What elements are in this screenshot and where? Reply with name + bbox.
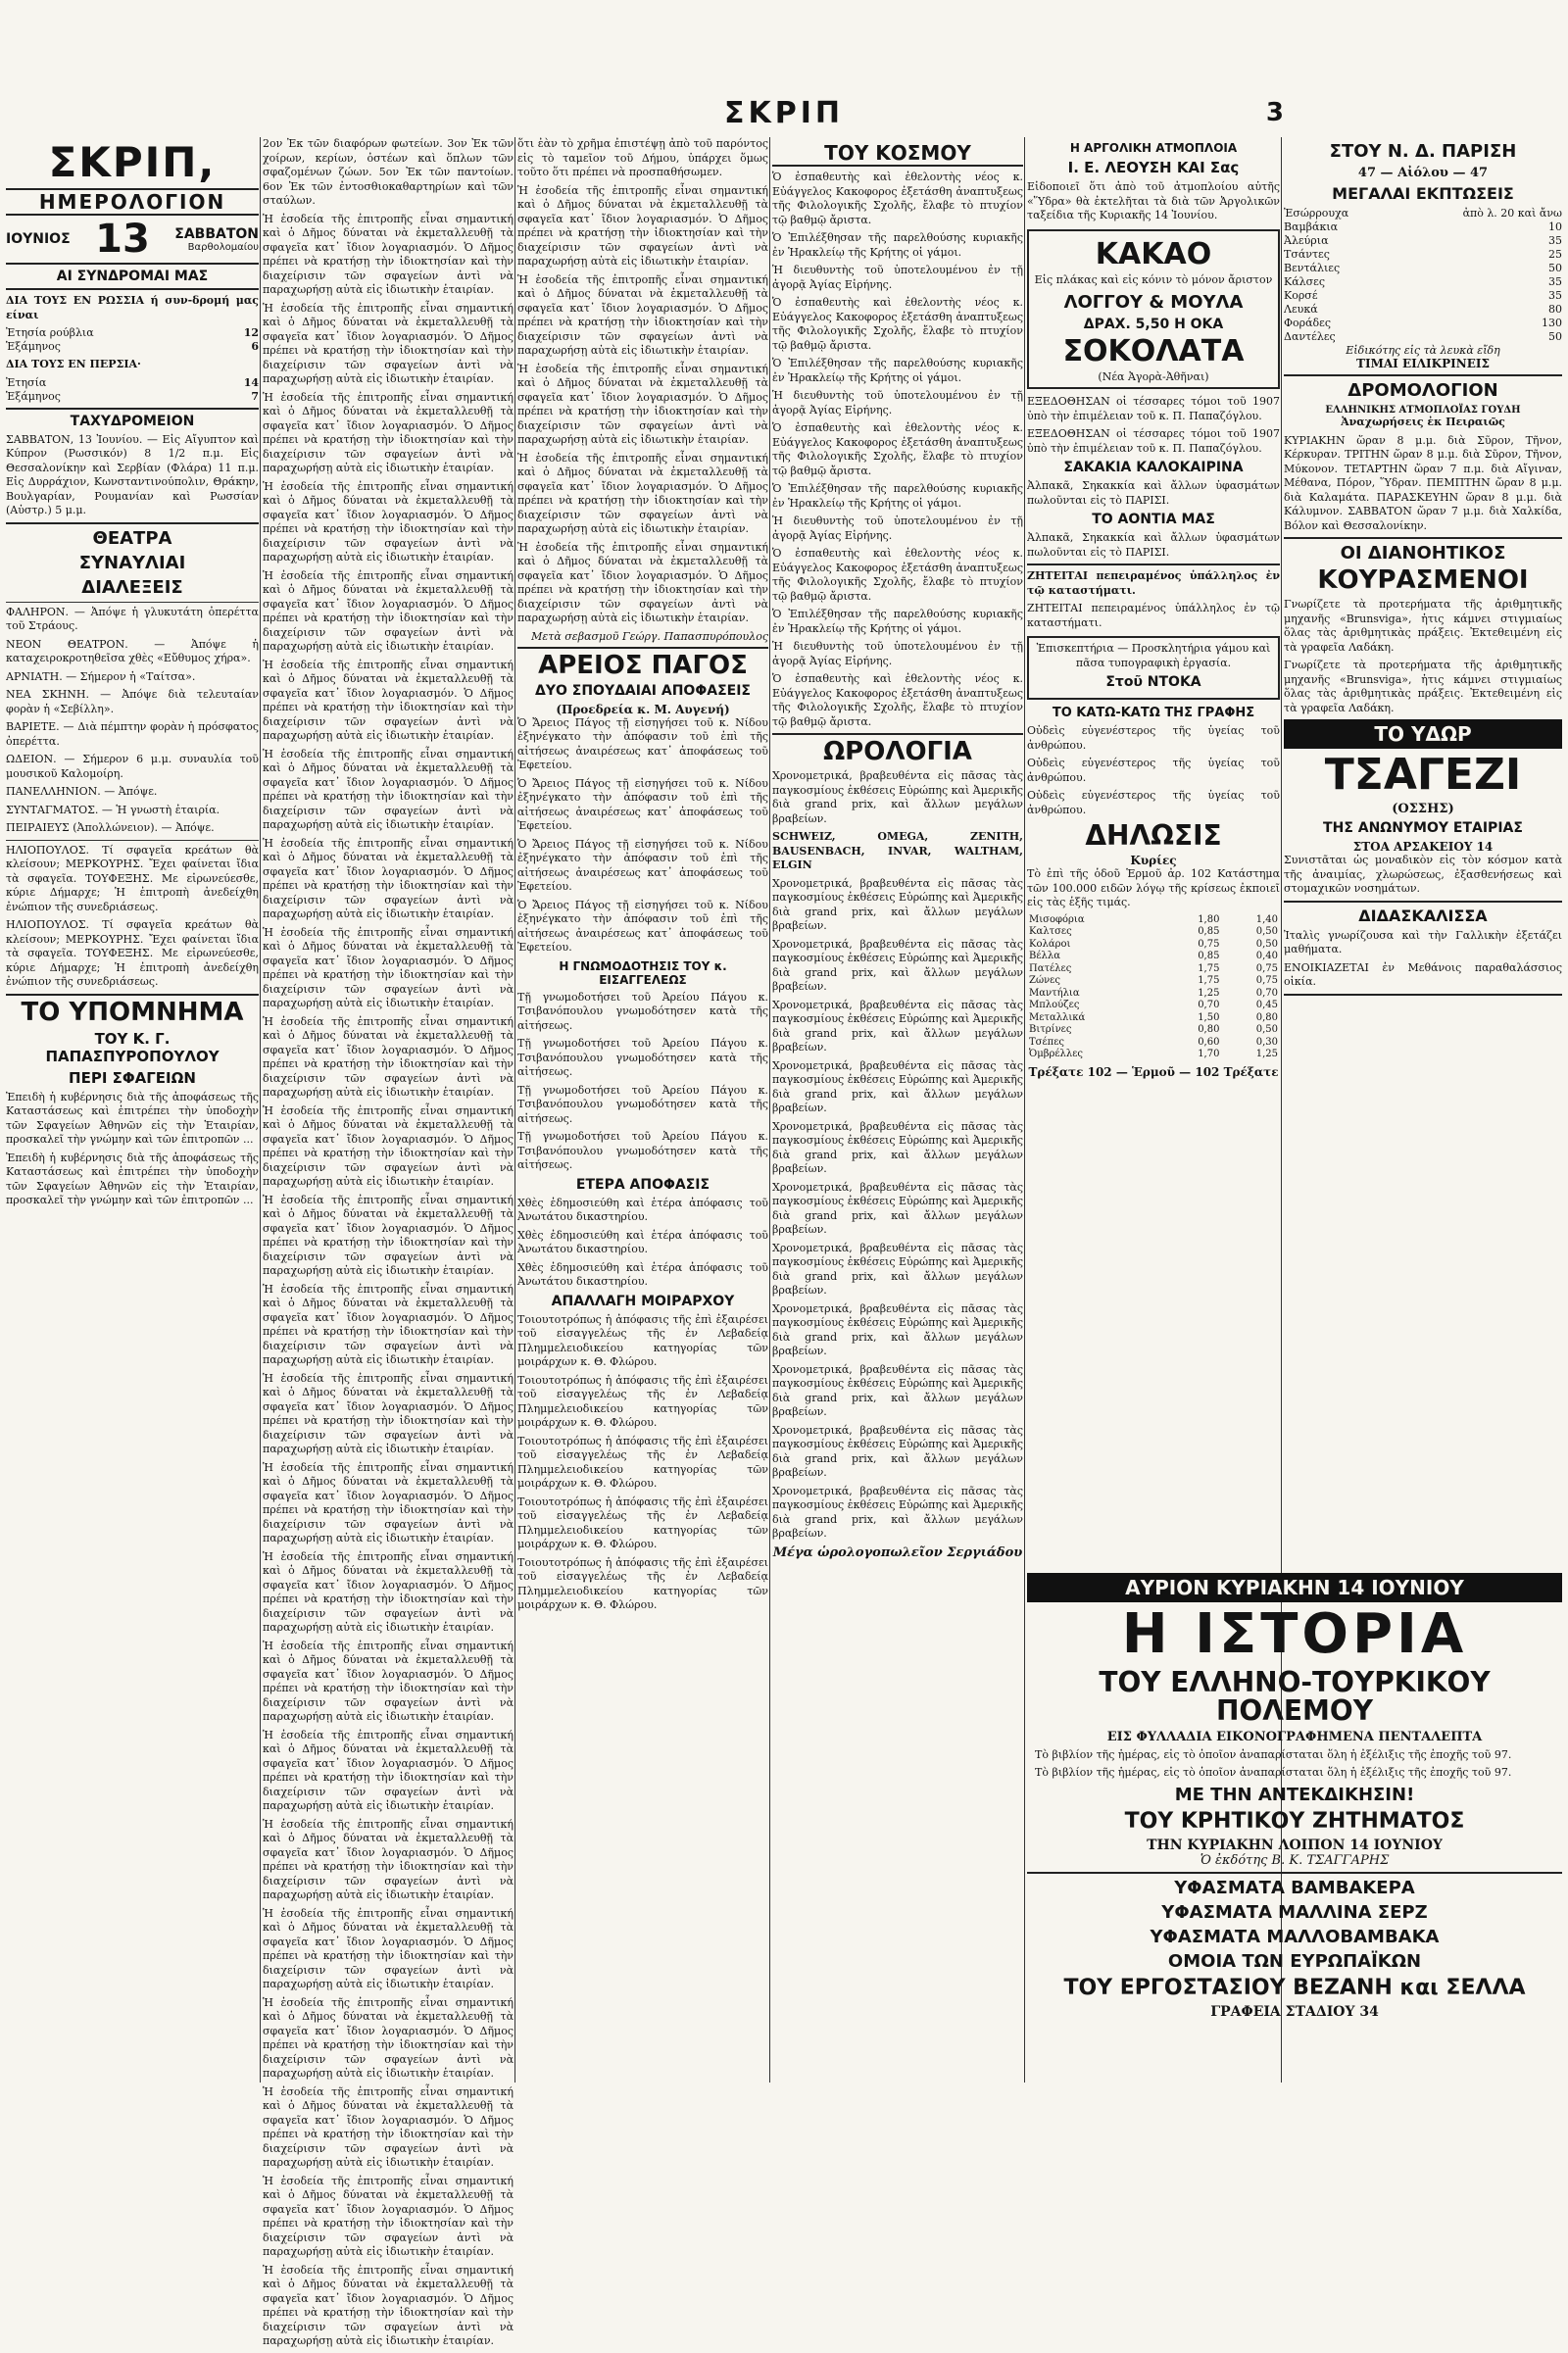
article-text: Ἡ ἐσοδεία τῆς ἐπιτροπῆς εἶναι σημαντική καὶ ὁ Δῆμος δύναται νὰ ἐκμεταλλευθῇ τὰ σφαγεῖα κατ᾽ ἴδιον λογαριασμόν. Ὁ Δῆμος πρέπει νὰ κρατήσῃ τὴν ἰδιοκτησίαν καὶ τὴν διαχείρισιν τῶν σφαγείων ἀντὶ νὰ παραχωρήσῃ αὐτὰ εἰς ἰδιωτικὴν ἑταιρίαν. bbox=[263, 1728, 514, 1812]
tsagezi-title: ΤΣΑΓΕΖΙ bbox=[1324, 750, 1522, 801]
kosmou-text: Ὁ ἐσπαθευτὴς καὶ ἐθελοντὴς νέος κ. Εὐάγγελος Κακοφορος ἐξετάσθη ἀναπτυξεως τῆς Φιλολογικῆς Σχολῆς, ἔλαβε τὸ πτυχίον τῷ βαθμῷ ἄριστα. bbox=[772, 296, 1023, 352]
apallagi-text: Τοιουτοτρόπως ἡ ἀπόφασις τῆς ἐπὶ ἐξαιρέσει τοῦ εἰσαγγελέως τῆς ἐν Λεβαδείᾳ Πλημμελειοδικείου κατηγορίας τῶν μοιράρχων κ. Θ. Φλώρου. bbox=[517, 1495, 768, 1551]
orologia-footer: Μέγα ὡρολογοπωλεῖον Σεργιάδου bbox=[772, 1544, 1023, 1560]
sokolata-title: ΣΟΚΟΛΑΤΑ bbox=[1062, 333, 1245, 368]
istoria-text: Τὸ βιβλίον τῆς ἡμέρας, εἰς τὸ ὁποῖον ἀναπαρίσταται ὅλη ἡ ἐξέλιξις τῆς ἐποχῆς τοῦ 97. bbox=[1035, 1766, 1512, 1780]
article-text: Ἡ ἐσοδεία τῆς ἐπιτροπῆς εἶναι σημαντική καὶ ὁ Δῆμος δύναται νὰ ἐκμεταλλευθῇ τὰ σφαγεῖα κατ᾽ ἴδιον λογαριασμόν. Ὁ Δῆμος πρέπει νὰ κρατήσῃ τὴν ἰδιοκτησίαν καὶ τὴν διαχείρισιν τῶν σφαγείων ἀντὶ νὰ παραχωρήσῃ αὐτὰ εἰς ἰδιωτικὴν ἑταιρίαν. bbox=[263, 1014, 514, 1099]
theatre-neon: ΝΕΟΝ ΘΕΑΤΡΟΝ. — Ἀπόψε ἡ καταχειροκροτηθεῖσα χθὲς «Εὔθυμος χήρα». bbox=[6, 637, 259, 665]
article-text: Ἡ ἐσοδεία τῆς ἐπιτροπῆς εἶναι σημαντική καὶ ὁ Δῆμος δύναται νὰ ἐκμεταλλευθῇ τὰ σφαγεῖα κατ᾽ ἴδιον λογαριασμόν. Ὁ Δῆμος πρέπει νὰ κρατήσῃ τὴν ἰδιοκτησίαν καὶ τὴν διαχείρισιν τῶν σφαγείων ἀντὶ νὰ παραχωρήσῃ αὐτὰ εἰς ἰδιωτικὴν ἑταιρίαν. bbox=[263, 2084, 514, 2169]
price-row bbox=[1027, 975, 1280, 988]
grafeia-address: ΓΡΑΦΕΙΑ ΣΤΑΔΙΟΥ 34 bbox=[1210, 2003, 1379, 2020]
article-text: Ἡ ἐσοδεία τῆς ἐπιτροπῆς εἶναι σημαντική καὶ ὁ Δῆμος δύναται νὰ ἐκμεταλλευθῇ τὰ σφαγεῖα κατ᾽ ἴδιον λογαριασμόν. Ὁ Δῆμος πρέπει νὰ κρατήσῃ τὴν ἰδιοκτησίαν καὶ τὴν διαχείρισιν τῶν σφαγείων ἀντὶ νὰ παραχωρήσῃ αὐτὰ εἰς ἰδιωτικὴν ἑταιρίαν. bbox=[517, 451, 768, 535]
price-value: 0,80 bbox=[1255, 1011, 1278, 1023]
parisi-address: 47 — Αἰόλου — 47 bbox=[1357, 166, 1489, 180]
price-value: 0,85 bbox=[1198, 926, 1220, 938]
price-item: Μισοφόρια bbox=[1029, 913, 1085, 925]
price-value: 0,75 bbox=[1255, 975, 1278, 987]
price-value: 1,80 bbox=[1198, 913, 1220, 925]
month: ΙΟΥΝΙΟΣ bbox=[6, 231, 71, 248]
dianoitikos-title: ΟΙ ΔΙΑΝΟΗΤΙΚΟΣ bbox=[1340, 543, 1506, 564]
memo-subtitle-2: ΠΕΡΙ ΣΦΑΓΕΙΩΝ bbox=[69, 1068, 196, 1087]
kakao-title: ΚΑΚΑΟ bbox=[1095, 236, 1212, 271]
article-text: Ἡ ἐσοδεία τῆς ἐπιτροπῆς εἶναι σημαντική καὶ ὁ Δῆμος δύναται νὰ ἐκμεταλλευθῇ τὰ σφαγεῖα κατ᾽ ἴδιον λογαριασμόν. Ὁ Δῆμος πρέπει νὰ κρατήσῃ τὴν ἰδιοκτησίαν καὶ τὴν διαχείρισιν τῶν σφαγείων ἀντὶ νὰ παραχωρήσῃ αὐτὰ εἰς ἰδιωτικὴν ἑταιρίαν. bbox=[263, 2263, 514, 2347]
dromologion-intro: Ἀναχωρήσεις ἐκ Πειραιῶς bbox=[1341, 416, 1505, 428]
price-value: 0,75 bbox=[1198, 938, 1220, 950]
theatre-panellinion: ΠΑΝΕΛΛΗΝΙΟΝ. — Ἀπόψε. bbox=[6, 785, 158, 799]
orologia-text: Χρονομετρικά, βραβευθέντα εἰς πᾶσας τὰς παγκοσμίους ἐκθέσεις Εὐρώπης καὶ Ἀμερικῆς διὰ grand prix, καὶ ἄλλων μεγάλων βραβείων. bbox=[772, 1180, 1023, 1237]
article-text: Ἡ ἐσοδεία τῆς ἐπιτροπῆς εἶναι σημαντική καὶ ὁ Δῆμος δύναται νὰ ἐκμεταλλευθῇ τὰ σφαγεῖα κατ᾽ ἴδιον λογαριασμόν. Ὁ Δῆμος πρέπει νὰ κρατήσῃ τὴν ἰδιοκτησίαν καὶ τὴν διαχείρισιν τῶν σφαγείων ἀντὶ νὰ παραχωρήσῃ αὐτὰ εἰς ἰδιωτικὴν ἑταιρίαν. bbox=[263, 836, 514, 920]
price-value: 0,50 bbox=[1255, 938, 1278, 950]
kato-text: Οὐδεὶς εὐγενέστερος τῆς ὑγείας τοῦ ἀνθρώπου. bbox=[1027, 724, 1280, 752]
price-row bbox=[1027, 939, 1280, 952]
price-value: 1,25 bbox=[1198, 987, 1220, 999]
episkep-text: Ἐπισκεπτήρια — Προσκλητήρια γάμου καὶ πᾶσα τυπογραφικὴ ἐργασία. bbox=[1036, 642, 1271, 669]
column-divider bbox=[514, 137, 515, 2083]
subscriptions-title: ΑΙ ΣΥΝΔΡΟΜΑΙ ΜΑΣ bbox=[56, 269, 209, 285]
article-text: Ἡ ἐσοδεία τῆς ἐπιτροπῆς εἶναι σημαντική καὶ ὁ Δῆμος δύναται νὰ ἐκμεταλλευθῇ τὰ σφαγεῖα κατ᾽ ἴδιον λογαριασμόν. Ὁ Δῆμος πρέπει νὰ κρατήσῃ τὴν ἰδιοκτησίαν καὶ τὴν διαχείρισιν τῶν σφαγείων ἀντὶ νὰ παραχωρήσῃ αὐτὰ εἰς ἰδιωτικὴν ἑταιρίαν. bbox=[263, 1460, 514, 1544]
kritikou-sub: ΤΗΝ ΚΥΡΙΑΚΗΝ ΛΟΙΠΟΝ 14 ΙΟΥΝΙΟΥ bbox=[1147, 1837, 1443, 1853]
price-value: 0,40 bbox=[1255, 951, 1278, 962]
price-value: 0,45 bbox=[1255, 1000, 1278, 1011]
price-item: Καλτσες bbox=[1029, 926, 1072, 938]
price-row bbox=[1027, 988, 1280, 1001]
orologia-text: Χρονομετρικά, βραβευθέντα εἰς πᾶσας τὰς παγκοσμίους ἐκθέσεις Εὐρώπης καὶ Ἀμερικῆς διὰ grand prix, καὶ ἄλλων μεγάλων βραβείων. bbox=[772, 1301, 1023, 1358]
article-text: Ἡ ἐσοδεία τῆς ἐπιτροπῆς εἶναι σημαντική καὶ ὁ Δῆμος δύναται νὰ ἐκμεταλλευθῇ τὰ σφαγεῖα κατ᾽ ἴδιον λογαριασμόν. Ὁ Δῆμος πρέπει νὰ κρατήσῃ τὴν ἰδιοκτησίαν καὶ τὴν διαχείρισιν τῶν σφαγείων ἀντὶ νὰ παραχωρήσῃ αὐτὰ εἰς ἰδιωτικὴν ἑταιρίαν. bbox=[263, 301, 514, 385]
dilosis-sub: Κυρίες bbox=[1130, 854, 1177, 868]
areios-title: ΑΡΕΙΟΣ ΠΑΓΟΣ bbox=[538, 650, 748, 680]
price-value: 1,75 bbox=[1198, 975, 1220, 987]
sales-item: Κάλσες 35 bbox=[1284, 275, 1562, 288]
sakakia-text: Ἀλπακᾶ, Σηκακκία καὶ ἄλλων ὑφασμάτων πωλοῦνται εἰς τὸ ΠΑΡΙΣΙ. bbox=[1027, 479, 1280, 507]
article-text: ὅτι ἐὰν τὸ χρῆμα ἐπιστέψῃ ἀπὸ τοῦ παρόντος εἰς τὸ ταμεῖον τοῦ Δήμου, ὑπάρχει ὅμως τοῦτο ὅτι πρέπει νὰ προσπαθήσωμεν. bbox=[517, 137, 768, 178]
kosmou-text: Ὁ ἐσπαθευτὴς καὶ ἐθελοντὴς νέος κ. Εὐάγγελος Κακοφορος ἐξετάσθη ἀναπτυξεως τῆς Φιλολογικῆς Σχολῆς, ἔλαβε τὸ πτυχίον τῷ βαθμῷ ἄριστα. bbox=[772, 421, 1023, 477]
lectures-title: ΔΙΑΛΕΞΕΙΣ bbox=[81, 576, 183, 598]
gnomodotisis-title: Η ΓΝΩΜΟΔΟΤΗΣΙΣ ΤΟΥ κ. ΕΙΣΑΓΓΕΛΕΩΣ bbox=[559, 958, 727, 987]
saint-name: Βαρθολομαίου bbox=[187, 241, 259, 253]
post-title: ΤΑΧΥΔΡΟΜΕΙΟΝ bbox=[70, 413, 195, 429]
gnomodotisis-text: Τῇ γνωμοδοτήσει τοῦ Ἀρείου Πάγου κ. Τσιβανόπουλου γνωμοδότησεν κατὰ τῆς αἰτήσεως. bbox=[517, 1083, 768, 1125]
tsagezi-address: ΣΤΟΑ ΑΡΣΑΚΕΙΟΥ 14 bbox=[1352, 840, 1494, 855]
council-dialogue: ΗΛΙΟΠΟΥΛΟΣ. Τί σφαγεῖα κρεάτων θὰ κλείσουν; ΜΕΡΚΟΥΡΗΣ. Ἔχει φαίνεται ἴδια τὰ σφαγεῖα. ΤΟΥΦΕΞΗΣ. Με εἰρωνεύεσθε, κύριε Δήμαρχε; Ἡ ἐπιτροπὴ ἀνεδείχθη ἐνώπιον τῆς συνεδριάσεως. bbox=[6, 843, 259, 913]
kosmou-title: ΤΟΥ ΚΟΣΜΟΥ bbox=[772, 141, 1023, 167]
sales-item: Κορσέ 35 bbox=[1284, 289, 1562, 302]
calendar-title: ΣΚΡΙΠ, bbox=[48, 138, 217, 186]
ntoka-title: Στοῦ ΝΤΟΚΑ bbox=[1105, 674, 1201, 690]
price-value: 0,50 bbox=[1255, 926, 1278, 938]
tsagezi-text: Συνιστᾶται ὡς μοναδικὸν εἰς τὸν κόσμον κατὰ τῆς ἀναιμίας, χλωρώσεως, ἐξασθενήσεως καὶ στομαχικῶν νοσημάτων. bbox=[1284, 854, 1562, 896]
price-item: Τσέπες bbox=[1029, 1036, 1065, 1048]
exedothisan-text: ΕΞΕΔΟΘΗΣΑΝ οἱ τέσσαρες τόμοι τοῦ 1907 ὑπὸ τὴν ἐπιμέλειαν τοῦ κ. Π. Παπαζόγλου. bbox=[1027, 427, 1280, 455]
etera-title: ΕΤΕΡΑ ΑΠΟΦΑΣΙΣ bbox=[575, 1176, 710, 1193]
price-value: 0,50 bbox=[1255, 1024, 1278, 1036]
subscription-row: Ἑξάμηνος 7 bbox=[6, 389, 259, 403]
memo-text: Ἐπειδὴ ἡ κυβέρνησις διὰ τῆς ἀποφάσεως τῆς Καταστάσεως καὶ ἐπιτρέπει τὴν ὑποδοχὴν τῶν Σφαγείων Ἀθηνῶν εἰς τὴν Ἑταιρίαν, προσκαλεῖ τὴν γνώμην καὶ τῶν ἐπιτροπῶν ... bbox=[6, 1151, 259, 1207]
ydor-banner: ΤΟ ΥΔΩΡ bbox=[1284, 719, 1562, 749]
yfasmata-line: ΥΦΑΣΜΑΤΑ ΜΑΛΛΟΒΑΜΒΑΚΑ bbox=[1150, 1926, 1440, 1947]
sokolata-sub: (Νέα Ἀγορὰ-Ἀθῆναι) bbox=[1098, 370, 1209, 383]
zitei-text: ΖΗΤΕΙΤΑΙ πεπειραμένος ὑπάλληλος ἐν τῷ καταστήματι. bbox=[1027, 602, 1280, 629]
tonia-title: ΤΟ ΑΟΝΤΙΑ ΜΑΣ bbox=[1092, 512, 1215, 527]
sales-item: Τσάντες 25 bbox=[1284, 248, 1562, 261]
dromologion-title: ΔΡΟΜΟΛΟΓΙΟΝ bbox=[1348, 380, 1498, 401]
istoria-ad bbox=[1027, 1573, 1562, 2078]
apallagi-title: ΑΠΑΛΛΑΓΗ ΜΟΙΡΑΡΧΟΥ bbox=[551, 1293, 735, 1309]
orologia-title: ΩΡΟΛΟΓΙΑ bbox=[823, 737, 972, 766]
apallagi-text: Τοιουτοτρόπως ἡ ἀπόφασις τῆς ἐπὶ ἐξαιρέσει τοῦ εἰσαγγελέως τῆς ἐν Λεβαδείᾳ Πλημμελειοδικείου κατηγορίας τῶν μοιράρχων κ. Θ. Φλώρου. bbox=[517, 1434, 768, 1491]
column-divider bbox=[260, 137, 261, 2083]
kakao-sub: Εἰς πλάκας καὶ εἰς κόνιν τὸ μόνον ἄριστον bbox=[1034, 273, 1273, 286]
article-text: Ἡ ἐσοδεία τῆς ἐπιτροπῆς εἶναι σημαντική καὶ ὁ Δῆμος δύναται νὰ ἐκμεταλλευθῇ τὰ σφαγεῖα κατ᾽ ἴδιον λογαριασμόν. Ὁ Δῆμος πρέπει νὰ κρατήσῃ τὴν ἰδιοκτησίαν καὶ τὴν διαχείρισιν τῶν σφαγείων ἀντὶ νὰ παραχωρήσῃ αὐτὰ εἰς ἰδιωτικὴν ἑταιρίαν. bbox=[263, 1906, 514, 1990]
gnomodotisis-text: Τῇ γνωμοδοτήσει τοῦ Ἀρείου Πάγου κ. Τσιβανόπουλου γνωμοδότησεν κατὰ τῆς αἰτήσεως. bbox=[517, 1130, 768, 1172]
episkep-ad bbox=[1027, 636, 1280, 700]
sales-item: Βαμβάκια 10 bbox=[1284, 221, 1562, 233]
orologia-text: Χρονομετρικά, βραβευθέντα εἰς πᾶσας τὰς παγκοσμίους ἐκθέσεις Εὐρώπης καὶ Ἀμερικῆς διὰ grand prix, καὶ ἄλλων μεγάλων βραβείων. bbox=[772, 1362, 1023, 1419]
etera-text: Χθὲς ἐδημοσιεύθη καὶ ἑτέρα ἀπόφασις τοῦ Ἀνωτάτου δικαστηρίου. bbox=[517, 1196, 768, 1224]
article-text: Ἡ ἐσοδεία τῆς ἐπιτροπῆς εἶναι σημαντική καὶ ὁ Δῆμος δύναται νὰ ἐκμεταλλευθῇ τὰ σφαγεῖα κατ᾽ ἴδιον λογαριασμόν. Ὁ Δῆμος πρέπει νὰ κρατήσῃ τὴν ἰδιοκτησίαν καὶ τὴν διαχείρισιν τῶν σφαγείων ἀντὶ νὰ παραχωρήσῃ αὐτὰ εἰς ἰδιωτικὴν ἑταιρίαν. bbox=[263, 658, 514, 742]
column-6 bbox=[1284, 137, 1562, 1000]
price-item: Βιτρίνες bbox=[1029, 1024, 1072, 1036]
memo-subtitle: ΤΟΥ Κ. Γ. ΠΑΠΑΣΠΥΡΟΠΟΥΛΟΥ bbox=[45, 1029, 220, 1065]
column-divider bbox=[1024, 137, 1025, 2083]
areios-text: Ὁ Ἄρειος Πάγος τῇ εἰσηγήσει τοῦ κ. Νίδου ἐξηνέγκατο τὴν ἀπόφασιν τοῦ ἐπὶ τῆς αἰτήσεως ἀναιρέσεως κατ᾽ ἀποφάσεως τοῦ Ἐφετείου. bbox=[517, 715, 768, 772]
price-item: Μαντήλια bbox=[1029, 987, 1080, 999]
weekday: ΣΑΒΒΑΤΟΝ bbox=[174, 225, 259, 242]
column-2 bbox=[263, 137, 514, 2353]
vezani-title: ΤΟΥ ΕΡΓΟΣΤΑΣΙΟΥ ΒΕΖΑΝΗ και ΣΕΛΛΑ bbox=[1063, 1975, 1526, 2000]
dianoitikos-text: Γνωρίζετε τὰ προτερήματα τῆς ἀριθμητικῆς μηχανῆς «Brunsviga», ἡτις κάμνει στιγμιαίως ὅλας τὰς ἀριθμητικὰς πράξεις. Ἐκτεθειμένη εἰς τὰ γραφεῖα Λαδάκη. bbox=[1284, 659, 1562, 714]
theatre-faliron: ΦΑΛΗΡΟΝ. — Ἀπόψε ἡ γλυκυτάτη ὀπερέττα τοῦ Στράους. bbox=[6, 605, 259, 633]
kosmou-text: Ὁ Ἐπιλέξθησαν τῆς παρελθούσης κυριακῆς ἐν Ἡρακλείῳ τῆς Κρήτης οἱ γάμοι. bbox=[772, 608, 1023, 635]
orologia-text: Χρονομετρικά, βραβευθέντα εἰς πᾶσας τὰς παγκοσμίους ἐκθέσεις Εὐρώπης καὶ Ἀμερικῆς διὰ grand prix, καὶ ἄλλων μεγάλων βραβείων. bbox=[772, 1241, 1023, 1298]
kosmou-text: Ἡ διευθυντὴς τοῦ ὑποτελουμένου ἐν τῇ ἀγορᾷ Ἀγίας Εἰρήνης. bbox=[772, 640, 1023, 667]
kosmou-text: Ὁ Ἐπιλέξθησαν τῆς παρελθούσης κυριακῆς ἐν Ἡρακλείῳ τῆς Κρήτης οἱ γάμοι. bbox=[772, 482, 1023, 510]
kosmou-text: Ἡ διευθυντὴς τοῦ ὑποτελουμένου ἐν τῇ ἀγορᾷ Ἀγίας Εἰρήνης. bbox=[772, 389, 1023, 417]
article-text: Ἡ ἐσοδεία τῆς ἐπιτροπῆς εἶναι σημαντική καὶ ὁ Δῆμος δύναται νὰ ἐκμεταλλευθῇ τὰ σφαγεῖα κατ᾽ ἴδιον λογαριασμόν. Ὁ Δῆμος πρέπει νὰ κρατήσῃ τὴν ἰδιοκτησίαν καὶ τὴν διαχείρισιν τῶν σφαγείων ἀντὶ νὰ παραχωρήσῃ αὐτὰ εἰς ἰδιωτικὴν ἑταιρίαν. bbox=[263, 568, 514, 653]
sales-note-2: ΤΙΜΑΙ ΕΙΛΙΚΡΙΝΕΙΣ bbox=[1356, 357, 1490, 370]
price-row bbox=[1027, 1000, 1280, 1012]
calendar-subtitle: ΗΜΕΡΟΛΟΓΙΟΝ bbox=[6, 188, 259, 216]
price-value: 0,30 bbox=[1255, 1036, 1278, 1048]
article-text: Ἡ ἐσοδεία τῆς ἐπιτροπῆς εἶναι σημαντική καὶ ὁ Δῆμος δύναται νὰ ἐκμεταλλευθῇ τὰ σφαγεῖα κατ᾽ ἴδιον λογαριασμόν. Ὁ Δῆμος πρέπει νὰ κρατήσῃ τὴν ἰδιοκτησίαν καὶ τὴν διαχείρισιν τῶν σφαγείων ἀντὶ νὰ παραχωρήσῃ αὐτὰ εἰς ἰδιωτικὴν ἑταιρίαν. bbox=[263, 479, 514, 564]
gnomodotisis-text: Τῇ γνωμοδοτήσει τοῦ Ἀρείου Πάγου κ. Τσιβανόπουλου γνωμοδότησεν κατὰ τῆς αἰτήσεως. bbox=[517, 990, 768, 1032]
yfasmata-line: ΥΦΑΣΜΑΤΑ ΒΑΜΒΑΚΕΡΑ bbox=[1174, 1877, 1415, 1898]
avrion-banner: ΑΥΡΙΟΝ ΚΥΡΙΑΚΗΝ 14 ΙΟΥΝΙΟΥ bbox=[1027, 1573, 1562, 1602]
sales-item: Ἐσώρρουχα ἀπὸ λ. 20 καὶ ἄνω bbox=[1284, 207, 1562, 220]
price-value: 0,85 bbox=[1198, 951, 1220, 962]
concerts-title: ΣΥΝΑΥΛΙΑΙ bbox=[78, 552, 186, 573]
theatre-arniti: ΑΡΝΙΑΤΗ. — Σήμερον ἡ «Ταίτσα». bbox=[6, 669, 196, 683]
apallagi-text: Τοιουτοτρόπως ἡ ἀπόφασις τῆς ἐπὶ ἐξαιρέσει τοῦ εἰσαγγελέως τῆς ἐν Λεβαδείᾳ Πλημμελειοδικείου κατηγορίας τῶν μοιράρχων κ. Θ. Φλώρου. bbox=[517, 1312, 768, 1369]
price-row bbox=[1027, 1024, 1280, 1037]
orologia-text: Χρονομετρικά, βραβευθέντα εἰς πᾶσας τὰς παγκοσμίους ἐκθέσεις Εὐρώπης καὶ Ἀμερικῆς διὰ grand prix, καὶ ἄλλων μεγάλων βραβείων. bbox=[772, 876, 1023, 933]
kosmou-text: Ὁ ἐσπαθευτὴς καὶ ἐθελοντὴς νέος κ. Εὐάγγελος Κακοφορος ἐξετάσθη ἀναπτυξεως τῆς Φιλολογικῆς Σχολῆς, ἔλαβε τὸ πτυχίον τῷ βαθμῷ ἄριστα. bbox=[772, 547, 1023, 603]
dromologion-sub: ΕΛΛΗΝΙΚΗΣ ΑΤΜΟΠΛΟΪΑΣ ΓΟΥΔΗ bbox=[1325, 405, 1521, 416]
kosmou-text: Ὁ ἐσπαθευτὴς καὶ ἐθελοντὴς νέος κ. Εὐάγγελος Κακοφορος ἐξετάσθη ἀναπτυξεως τῆς Φιλολογικῆς Σχολῆς, ἔλαβε τὸ πτυχίον τῷ βαθμῷ ἄριστα. bbox=[772, 171, 1023, 226]
kosmou-text: Ὁ Ἐπιλέξθησαν τῆς παρελθούσης κυριακῆς ἐν Ἡρακλείῳ τῆς Κρήτης οἱ γάμοι. bbox=[772, 231, 1023, 259]
price-table bbox=[1027, 914, 1280, 1061]
day-number: 13 bbox=[95, 217, 150, 263]
gnomodotisis-text: Τῇ γνωμοδοτήσει τοῦ Ἀρείου Πάγου κ. Τσιβανόπουλου γνωμοδότησεν κατὰ τῆς αἰτήσεως. bbox=[517, 1037, 768, 1079]
sakakia-title: ΣΑΚΑΚΙΑ ΚΑΛΟΚΑΙΡΙΝΑ bbox=[1063, 460, 1244, 475]
istoria-subtitle: ΤΟΥ ΕΛΛΗΝΟ-ΤΟΥΡΚΙΚΟΥ ΠΟΛΕΜΟΥ bbox=[1099, 1665, 1491, 1728]
article-text: Ἡ ἐσοδεία τῆς ἐπιτροπῆς εἶναι σημαντική καὶ ὁ Δῆμος δύναται νὰ ἐκμεταλλευθῇ τὰ σφαγεῖα κατ᾽ ἴδιον λογαριασμόν. Ὁ Δῆμος πρέπει νὰ κρατήσῃ τὴν ἰδιοκτησίαν καὶ τὴν διαχείρισιν τῶν σφαγείων ἀντὶ νὰ παραχωρήσῃ αὐτὰ εἰς ἰδιωτικὴν ἑταιρίαν. bbox=[517, 272, 768, 357]
masthead: ΣΚΡΙΠ bbox=[724, 96, 844, 130]
kato-text: Οὐδεὶς εὐγενέστερος τῆς ὑγείας τοῦ ἀνθρώπου. bbox=[1027, 757, 1280, 784]
sales-note: Εἰδικότης εἰς τὰ λευκὰ εἴδη bbox=[1346, 344, 1500, 357]
theatre-peiraios: ΠΕΙΡΑΙΕΥΣ (Ἀπολλώνειον). — Ἀπόψε. bbox=[6, 821, 215, 835]
article-text: Ἡ ἐσοδεία τῆς ἐπιτροπῆς εἶναι σημαντική καὶ ὁ Δῆμος δύναται νὰ ἐκμεταλλευθῇ τὰ σφαγεῖα κατ᾽ ἴδιον λογαριασμόν. Ὁ Δῆμος πρέπει νὰ κρατήσῃ τὴν ἰδιοκτησίαν καὶ τὴν διαχείρισιν τῶν σφαγείων ἀντὶ νὰ παραχωρήσῃ αὐτὰ εἰς ἰδιωτικὴν ἑταιρίαν. bbox=[263, 1371, 514, 1455]
price-row bbox=[1027, 1049, 1280, 1061]
theatre-variete: ΒΑΡΙΕΤΕ. — Διὰ πέμπτην φορὰν ἡ πρόσφατος ὀπερέττα. bbox=[6, 720, 259, 748]
russia-title: ΔΙΑ ΤΟΥΣ ΕΝ ΡΩΣΣΙΑ ή συν-δρομή μας είναι bbox=[6, 294, 259, 321]
council-dialogue: ΗΛΙΟΠΟΥΛΟΣ. Τί σφαγεῖα κρεάτων θὰ κλείσουν; ΜΕΡΚΟΥΡΗΣ. Ἔχει φαίνεται ἴδια τὰ σφαγεῖα. ΤΟΥΦΕΞΗΣ. Με εἰρωνεύεσθε, κύριε Δήμαρχε; Ἡ ἐπιτροπὴ ἀνεδείχθη ἐνώπιον τῆς συνεδριάσεως. bbox=[6, 918, 259, 989]
article-text: Ἡ ἐσοδεία τῆς ἐπιτροπῆς εἶναι σημαντική καὶ ὁ Δῆμος δύναται νὰ ἐκμεταλλευθῇ τὰ σφαγεῖα κατ᾽ ἴδιον λογαριασμόν. Ὁ Δῆμος πρέπει νὰ κρατήσῃ τὴν ἰδιοκτησίαν καὶ τὴν διαχείρισιν τῶν σφαγείων ἀντὶ νὰ παραχωρήσῃ αὐτὰ εἰς ἰδιωτικὴν ἑταιρίαν. bbox=[263, 1193, 514, 1277]
kato-text: Οὐδεὶς εὐγενέστερος τῆς ὑγείας τοῦ ἀνθρώπου. bbox=[1027, 789, 1280, 816]
yfasmata-line: ΟΜΟΙΑ ΤΩΝ ΕΥΡΩΠΑΪΚΩΝ bbox=[1167, 1950, 1422, 1972]
price-footer: Τρέξατε 102 — Ἑρμοῦ — 102 Τρέξατε bbox=[1028, 1064, 1279, 1079]
price-item: Μεταλλικά bbox=[1029, 1011, 1086, 1023]
price-item: Βέλλα bbox=[1029, 951, 1060, 962]
theatre-title: ΘΕΑΤΡΑ bbox=[92, 527, 172, 549]
price-row bbox=[1027, 1037, 1280, 1050]
price-value: 1,40 bbox=[1255, 913, 1278, 925]
article-text: Ἡ ἐσοδεία τῆς ἐπιτροπῆς εἶναι σημαντική καὶ ὁ Δῆμος δύναται νὰ ἐκμεταλλευθῇ τὰ σφαγεῖα κατ᾽ ἴδιον λογαριασμόν. Ὁ Δῆμος πρέπει νὰ κρατήσῃ τὴν ἰδιοκτησίαν καὶ τὴν διαχείρισιν τῶν σφαγείων ἀντὶ νὰ παραχωρήσῃ αὐτὰ εἰς ἰδιωτικὴν ἑταιρίαν. bbox=[517, 183, 768, 268]
column-divider bbox=[769, 137, 770, 2083]
apallagi-text: Τοιουτοτρόπως ἡ ἀπόφασις τῆς ἐπὶ ἐξαιρέσει τοῦ εἰσαγγελέως τῆς ἐν Λεβαδείᾳ Πλημμελειοδικείου κατηγορίας τῶν μοιράρχων κ. Θ. Φλώρου. bbox=[517, 1555, 768, 1612]
kritikou-title: ΤΟΥ ΚΡΗΤΙΚΟΥ ΖΗΤΗΜΑΤΟΣ bbox=[1124, 1808, 1465, 1834]
orologia-brands: SCHWEIZ, OMEGA, ZENITH, BAUSENBACH, INVAR, WALTHAM, ELGIN bbox=[772, 830, 1023, 872]
areios-text: Ὁ Ἄρειος Πάγος τῇ εἰσηγήσει τοῦ κ. Νίδου ἐξηνέγκατο τὴν ἀπόφασιν τοῦ ἐπὶ τῆς αἰτήσεως ἀναιρέσεως κατ᾽ ἀποφάσεως τοῦ Ἐφετείου. bbox=[517, 898, 768, 955]
price-row bbox=[1027, 951, 1280, 963]
price-item: Ζώνες bbox=[1029, 975, 1060, 987]
price-row bbox=[1027, 963, 1280, 976]
article-text: Ἡ ἐσοδεία τῆς ἐπιτροπῆς εἶναι σημαντική καὶ ὁ Δῆμος δύναται νὰ ἐκμεταλλευθῇ τὰ σφαγεῖα κατ᾽ ἴδιον λογαριασμόν. Ὁ Δῆμος πρέπει νὰ κρατήσῃ τὴν ἰδιοκτησίαν καὶ τὴν διαχείρισιν τῶν σφαγείων ἀντὶ νὰ παραχωρήσῃ αὐτὰ εἰς ἰδιωτικὴν ἑταιρίαν. bbox=[263, 1639, 514, 1723]
kosmou-text: Ὁ Ἐπιλέξθησαν τῆς παρελθούσης κυριακῆς ἐν Ἡρακλείῳ τῆς Κρήτης οἱ γάμοι. bbox=[772, 357, 1023, 384]
istoria-title: Η ΙΣΤΟΡΙΑ bbox=[1121, 1602, 1468, 1666]
article-text: Ἡ ἐσοδεία τῆς ἐπιτροπῆς εἶναι σημαντική καὶ ὁ Δῆμος δύναται νὰ ἐκμεταλλευθῇ τὰ σφαγεῖα κατ᾽ ἴδιον λογαριασμόν. Ὁ Δῆμος πρέπει νὰ κρατήσῃ τὴν ἰδιοκτησίαν καὶ τὴν διαχείρισιν τῶν σφαγείων ἀντὶ νὰ παραχωρήσῃ αὐτὰ εἰς ἰδιωτικὴν ἑταιρίαν. bbox=[263, 747, 514, 831]
sales-title: ΜΕΓΑΛΑΙ ΕΚΠΤΩΣΕΙΣ bbox=[1332, 184, 1514, 203]
column-5 bbox=[1027, 137, 1280, 1079]
istoria-subtitle-2: ΕΙΣ ΦΥΛΛΑΔΙΑ ΕΙΚΟΝΟΓΡΑΦΗΜΕΝΑ ΠΕΝΤΑΛΕΠΤΑ bbox=[1106, 1729, 1483, 1744]
article-text: Ἡ ἐσοδεία τῆς ἐπιτροπῆς εἶναι σημαντική καὶ ὁ Δῆμος δύναται νὰ ἐκμεταλλευθῇ τὰ σφαγεῖα κατ᾽ ἴδιον λογαριασμόν. Ὁ Δῆμος πρέπει νὰ κρατήσῃ τὴν ἰδιοκτησίαν καὶ τὴν διαχείρισιν τῶν σφαγείων ἀντὶ νὰ παραχωρήσῃ αὐτὰ εἰς ἰδιωτικὴν ἑταιρίαν. bbox=[263, 390, 514, 474]
memo-text: Ἐπειδὴ ἡ κυβέρνησις διὰ τῆς ἀποφάσεως τῆς Καταστάσεως καὶ ἐπιτρέπει τὴν ὑποδοχὴν τῶν Σφαγείων Ἀθηνῶν εἰς τὴν Ἑταιρίαν, προσκαλεῖ τὴν γνώμην καὶ τῶν ἐπιτροπῶν ... bbox=[6, 1090, 259, 1147]
dilosis-text: Τὸ ἐπὶ τῆς ὁδοῦ Ἑρμοῦ ἀρ. 102 Κατάστημα τῶν 100.000 ειδῶν λόγῳ τῆς κρίσεως ἐκποιεῖ εἰς τὰς ἑξῆς τιμάς. bbox=[1027, 867, 1280, 909]
sakakia-text: Ἀλπακᾶ, Σηκακκία καὶ ἄλλων ὑφασμάτων πωλοῦνται εἰς τὸ ΠΑΡΙΣΙ. bbox=[1027, 531, 1280, 559]
orologia-text: Χρονομετρικά, βραβευθέντα εἰς πᾶσας τὰς παγκοσμίους ἐκθέσεις Εὐρώπης καὶ Ἀμερικῆς διὰ grand prix, καὶ ἄλλων μεγάλων βραβείων. bbox=[772, 769, 1023, 825]
etera-text: Χθὲς ἐδημοσιεύθη καὶ ἑτέρα ἀπόφασις τοῦ Ἀνωτάτου δικαστηρίου. bbox=[517, 1260, 768, 1289]
dianoitikos-text: Γνωρίζετε τὰ προτερήματα τῆς ἀριθμητικῆς μηχανῆς «Brunsviga», ἡτις κάμνει στιγμιαίως ὅλας τὰς ἀριθμητικὰς πράξεις. Ἐκτεθειμένη εἰς τὰ γραφεῖα Λαδάκη. bbox=[1284, 598, 1562, 654]
zitei-text: ΖΗΤΕΙΤΑΙ πεπειραμένος ὑπάλληλος ἐν τῷ καταστήματι. bbox=[1027, 569, 1280, 597]
price-item: Κολάροι bbox=[1029, 938, 1071, 950]
etera-text: Χθὲς ἐδημοσιεύθη καὶ ἑτέρα ἀπόφασις τοῦ Ἀνωτάτου δικαστηρίου. bbox=[517, 1228, 768, 1256]
orologia-text: Χρονομετρικά, βραβευθέντα εἰς πᾶσας τὰς παγκοσμίους ἐκθέσεις Εὐρώπης καὶ Ἀμερικῆς διὰ grand prix, καὶ ἄλλων μεγάλων βραβείων. bbox=[772, 1119, 1023, 1176]
column-4 bbox=[772, 137, 1023, 1560]
areios-text: Ὁ Ἄρειος Πάγος τῇ εἰσηγήσει τοῦ κ. Νίδου ἐξηνέγκατο τὴν ἀπόφασιν τοῦ ἐπὶ τῆς αἰτήσεως ἀναιρέσεως κατ᾽ ἀποφάσεως τοῦ Ἐφετείου. bbox=[517, 837, 768, 894]
subscription-row: Ἐτησία 14 bbox=[6, 375, 259, 389]
theatre-nea-skini: ΝΕΑ ΣΚΗΝΗ. — Ἀπόψε διὰ τελευταίαν φορὰν ἡ «Σεβίλλη». bbox=[6, 688, 259, 715]
sales-item: Ἀλεύρια 35 bbox=[1284, 234, 1562, 247]
article-text: Ἡ ἐσοδεία τῆς ἐπιτροπῆς εἶναι σημαντική καὶ ὁ Δῆμος δύναται νὰ ἐκμεταλλευθῇ τὰ σφαγεῖα κατ᾽ ἴδιον λογαριασμόν. Ὁ Δῆμος πρέπει νὰ κρατήσῃ τὴν ἰδιοκτησίαν καὶ τὴν διαχείρισιν τῶν σφαγείων ἀντὶ νὰ παραχωρήσῃ αὐτὰ εἰς ἰδιωτικὴν ἑταιρίαν. bbox=[263, 1282, 514, 1366]
areios-presidency: (Προεδρεία κ. Μ. Αυγενή) bbox=[556, 702, 730, 716]
article-text: Ἡ ἐσοδεία τῆς ἐπιτροπῆς εἶναι σημαντική καὶ ὁ Δῆμος δύναται νὰ ἐκμεταλλευθῇ τὰ σφαγεῖα κατ᾽ ἴδιον λογαριασμόν. Ὁ Δῆμος πρέπει νὰ κρατήσῃ τὴν ἰδιοκτησίαν καὶ τὴν διαχείρισιν τῶν σφαγείων ἀντὶ νὰ παραχωρήσῃ αὐτὰ εἰς ἰδιωτικὴν ἑταιρίαν. bbox=[517, 540, 768, 624]
price-value: 0,60 bbox=[1198, 1036, 1220, 1048]
dilosis-title: ΔΗΛΩΣΙΣ bbox=[1085, 819, 1222, 852]
enoikiazetai-text: ΕΝΟΙΚΙΑΖΕΤΑΙ ἐν Μεθάνοις παραθαλάσσιος οἰκία. bbox=[1284, 960, 1562, 989]
tsagezi-company: ΤΗΣ ΑΝΩΝΥΜΟΥ ΕΤΑΙΡΙΑΣ bbox=[1323, 820, 1523, 837]
subscription-row: Ἑξάμηνος 6 bbox=[6, 340, 259, 354]
price-item: Ὀμβρέλλες bbox=[1029, 1049, 1083, 1060]
price-value: 0,70 bbox=[1198, 1000, 1220, 1011]
price-row bbox=[1027, 1012, 1280, 1025]
article-text: Ἡ ἐσοδεία τῆς ἐπιτροπῆς εἶναι σημαντική καὶ ὁ Δῆμος δύναται νὰ ἐκμεταλλευθῇ τὰ σφαγεῖα κατ᾽ ἴδιον λογαριασμόν. Ὁ Δῆμος πρέπει νὰ κρατήσῃ τὴν ἰδιοκτησίαν καὶ τὴν διαχείρισιν τῶν σφαγείων ἀντὶ νὰ παραχωρήσῃ αὐτὰ εἰς ἰδιωτικὴν ἑταιρίαν. bbox=[263, 1995, 514, 2080]
kakao-ad bbox=[1027, 229, 1280, 390]
tsagezi-sub: (ΟΣΣΗΣ) bbox=[1392, 802, 1454, 817]
kosmou-text: Ὁ ἐσπαθευτὴς καὶ ἐθελοντὴς νέος κ. Εὐάγγελος Κακοφορος ἐξετάσθη ἀναπτυξεως τῆς Φιλολογικῆς Σχολῆς, ἔλαβε τὸ πτυχίον τῷ βαθμῷ ἄριστα. bbox=[772, 672, 1023, 728]
dromologion-text: ΚΥΡΙΑΚΗΝ ὥραν 8 μ.μ. διὰ Σῦρον, Τῆνον, Κέρκυραν. ΤΡΙΤΗΝ ὥραν 8 μ.μ. διὰ Σῦρον, Τῆνον, Μύκονον. ΤΕΤΑΡΤΗΝ ὥραν 7 π.μ. διὰ Αἴγιναν, Μέθανα, Πόρον, Ὕδραν. ΠΕΜΠΤΗΝ ὥραν 8 μ.μ. διὰ Καλαμάτα. ΠΑΡΑΣΚΕΥΗΝ ὥραν 8 μ.μ. διὰ Κάλυμνον. ΣΑΒΒΑΤΟΝ ὥραν 7 μ.μ. διὰ Χαλκίδα, Βόλον καὶ Θεσσαλονίκην. bbox=[1284, 433, 1562, 532]
areios-subtitle: ΔΥΟ ΣΠΟΥΔΑΙΑΙ ΑΠΟΦΑΣΕΙΣ bbox=[535, 682, 751, 699]
article-text: Ἡ ἐσοδεία τῆς ἐπιτροπῆς εἶναι σημαντική καὶ ὁ Δῆμος δύναται νὰ ἐκμεταλλευθῇ τὰ σφαγεῖα κατ᾽ ἴδιον λογαριασμόν. Ὁ Δῆμος πρέπει νὰ κρατήσῃ τὴν ἰδιοκτησίαν καὶ τὴν διαχείρισιν τῶν σφαγείων ἀντὶ νὰ παραχωρήσῃ αὐτὰ εἰς ἰδιωτικὴν ἑταιρίαν. bbox=[263, 1817, 514, 1901]
publisher: Ὁ ἐκδότης Β. Κ. ΤΣΑΓΓΑΡΗΣ bbox=[1200, 1852, 1390, 1868]
kakao-price: ΔΡΑΧ. 5,50 Η ΟΚΑ bbox=[1083, 316, 1224, 332]
persia-title: ΔΙΑ ΤΟΥΣ ΕΝ ΠΕΡΣΙΑ· bbox=[6, 358, 141, 371]
price-value: 1,50 bbox=[1198, 1011, 1220, 1023]
signature: Μετὰ σεβασμοῦ Γεώργ. Παπασπυρόπουλος bbox=[531, 629, 768, 643]
kakao-brand: ΛΟΓΓΟΥ & ΜΟΥΛΑ bbox=[1063, 291, 1244, 313]
price-value: 1,70 bbox=[1198, 1049, 1220, 1060]
price-item: Μπλούζες bbox=[1029, 1000, 1080, 1011]
orologia-text: Χρονομετρικά, βραβευθέντα εἰς πᾶσας τὰς παγκοσμίους ἐκθέσεις Εὐρώπης καὶ Ἀμερικῆς διὰ grand prix, καὶ ἄλλων μεγάλων βραβείων. bbox=[772, 1484, 1023, 1541]
parisi-title: ΣΤΟΥ Ν. Δ. ΠΑΡΙΣΗ bbox=[1329, 141, 1517, 162]
page-number: 3 bbox=[1265, 98, 1284, 127]
didaskalissa-text: Ἰταλὶς γνωρίζουσα καὶ τὴν Γαλλικὴν ἐξετάζει μαθήματα. bbox=[1284, 928, 1562, 956]
dianoitikos-title-2: ΚΟΥΡΑΣΜΕΝΟΙ bbox=[1317, 565, 1529, 595]
price-item: Πατέλες bbox=[1029, 962, 1072, 974]
sales-item: Δαντέλες 50 bbox=[1284, 330, 1562, 343]
argoliki-text: Εἰδοποιεῖ ὅτι ἀπὸ τοῦ ἀτμοπλοίου αὐτῆς «Ὕδρα» θὰ ἐκτελῆται τὰ διὰ τῶν Ἀργολικῶν ταξείδια τῆς Κυριακῆς 14 Ἰουνίου. bbox=[1027, 180, 1280, 221]
article-text: Ἡ ἐσοδεία τῆς ἐπιτροπῆς εἶναι σημαντική καὶ ὁ Δῆμος δύναται νὰ ἐκμεταλλευθῇ τὰ σφαγεῖα κατ᾽ ἴδιον λογαριασμόν. Ὁ Δῆμος πρέπει νὰ κρατήσῃ τὴν ἰδιοκτησίαν καὶ τὴν διαχείρισιν τῶν σφαγείων ἀντὶ νὰ παραχωρήσῃ αὐτὰ εἰς ἰδιωτικὴν ἑταιρίαν. bbox=[263, 212, 514, 296]
price-row bbox=[1027, 926, 1280, 939]
argoliki-title: Η ΑΡΓΟΛΙΚΗ ΑΤΜΟΠΛΟΙΑ bbox=[1069, 141, 1238, 155]
article-text: 2ον Ἐκ τῶν διαφόρων φωτείων. 3ον Ἐκ τῶν χοίρων, κερίων, ὀστέων καὶ ὅπλων τῶν σφαζομένων ζώων. 5ον Ἐκ τῶν παντοίων. 6ον Ἐκ τῶν ἐντοσθιοκαθαρτηρίων καὶ τῶν σταύλων. bbox=[263, 137, 514, 207]
subscription-row: Ἐτησία ρούβλια 12 bbox=[6, 326, 259, 340]
price-value: 0,75 bbox=[1255, 962, 1278, 974]
column-1 bbox=[6, 137, 259, 1212]
article-text: Ἡ ἐσοδεία τῆς ἐπιτροπῆς εἶναι σημαντική καὶ ὁ Δῆμος δύναται νὰ ἐκμεταλλευθῇ τὰ σφαγεῖα κατ᾽ ἴδιον λογαριασμόν. Ὁ Δῆμος πρέπει νὰ κρατήσῃ τὴν ἰδιοκτησίαν καὶ τὴν διαχείρισιν τῶν σφαγείων ἀντὶ νὰ παραχωρήσῃ αὐτὰ εἰς ἰδιωτικὴν ἑταιρίαν. bbox=[263, 2174, 514, 2258]
price-value: 1,75 bbox=[1198, 962, 1220, 974]
date-block bbox=[6, 217, 259, 263]
kosmou-text: Ἡ διευθυντὴς τοῦ ὑποτελουμένου ἐν τῇ ἀγορᾷ Ἀγίας Εἰρήνης. bbox=[772, 515, 1023, 542]
orologia-text: Χρονομετρικά, βραβευθέντα εἰς πᾶσας τὰς παγκοσμίους ἐκθέσεις Εὐρώπης καὶ Ἀμερικῆς διὰ grand prix, καὶ ἄλλων μεγάλων βραβείων. bbox=[772, 1423, 1023, 1480]
sales-list bbox=[1284, 207, 1562, 344]
istoria-text: Τὸ βιβλίον τῆς ἡμέρας, εἰς τὸ ὁποῖον ἀναπαρίσταται ὅλη ἡ ἐξέλιξις τῆς ἐποχῆς τοῦ 97. bbox=[1035, 1747, 1512, 1761]
didaskalissa-title: ΔΙΔΑΣΚΑΛΙΣΣΑ bbox=[1358, 906, 1488, 925]
kato-title: ΤΟ ΚΑΤΩ-ΚΑΤΩ ΤΗΣ ΓΡΑΦΗΣ bbox=[1052, 706, 1255, 720]
orologia-text: Χρονομετρικά, βραβευθέντα εἰς πᾶσας τὰς παγκοσμίους ἐκθέσεις Εὐρώπης καὶ Ἀμερικῆς διὰ grand prix, καὶ ἄλλων μεγάλων βραβείων. bbox=[772, 1058, 1023, 1115]
price-value: 1,25 bbox=[1255, 1049, 1278, 1060]
article-text: Ἡ ἐσοδεία τῆς ἐπιτροπῆς εἶναι σημαντική καὶ ὁ Δῆμος δύναται νὰ ἐκμεταλλευθῇ τὰ σφαγεῖα κατ᾽ ἴδιον λογαριασμόν. Ὁ Δῆμος πρέπει νὰ κρατήσῃ τὴν ἰδιοκτησίαν καὶ τὴν διαχείρισιν τῶν σφαγείων ἀντὶ νὰ παραχωρήσῃ αὐτὰ εἰς ἰδιωτικὴν ἑταιρίαν. bbox=[263, 925, 514, 1009]
areios-text: Ὁ Ἄρειος Πάγος τῇ εἰσηγήσει τοῦ κ. Νίδου ἐξηνέγκατο τὴν ἀπόφασιν τοῦ ἐπὶ τῆς αἰτήσεως ἀναιρέσεως κατ᾽ ἀποφάσεως τοῦ Ἐφετείου. bbox=[517, 776, 768, 833]
theatre-syntagmatos: ΣΥΝΤΑΓΜΑΤΟΣ. — Ἡ γνωστὴ ἐταιρία. bbox=[6, 803, 220, 816]
sales-item: Λευκά 80 bbox=[1284, 303, 1562, 316]
post-text: ΣΑΒΒΑΤΟΝ, 13 Ἰουνίου. — Εἰς Αἴγυπτον καὶ Κύπρον (Ρωσσικόν) 8 1/2 π.μ. Εἰς Θεσσαλονίκην καὶ Σερβίαν (Φλάρα) 11 π.μ. Εἰς Δυρράχιον, Κωνσταντινούπολιν, Θράκην, Βουλγαρίαν, Ρουμανίαν καὶ Ρωσσίαν (Αὐστρ.) 5 μ.μ. bbox=[6, 432, 259, 517]
price-row bbox=[1027, 914, 1280, 927]
yfasmata-line: ΥΦΑΣΜΑΤΑ ΜΑΛΛΙΝΑ ΣΕΡΖ bbox=[1161, 1901, 1428, 1923]
argoliki-subtitle: Ι. Ε. ΛΕΟΥΣΗ ΚΑΙ Σας bbox=[1067, 159, 1240, 176]
exedothisan-text: ΕΞΕΔΟΘΗΣΑΝ οἱ τέσσαρες τόμοι τοῦ 1907 ὑπὸ τὴν ἐπιμέλειαν τοῦ κ. Π. Παπαζόγλου. bbox=[1027, 395, 1280, 422]
article-text: Ἡ ἐσοδεία τῆς ἐπιτροπῆς εἶναι σημαντική καὶ ὁ Δῆμος δύναται νὰ ἐκμεταλλευθῇ τὰ σφαγεῖα κατ᾽ ἴδιον λογαριασμόν. Ὁ Δῆμος πρέπει νὰ κρατήσῃ τὴν ἰδιοκτησίαν καὶ τὴν διαχείρισιν τῶν σφαγείων ἀντὶ νὰ παραχωρήσῃ αὐτὰ εἰς ἰδιωτικὴν ἑταιρίαν. bbox=[263, 1103, 514, 1188]
sales-item: Βεντάλιες 50 bbox=[1284, 262, 1562, 274]
antekdikisi-title: ΜΕ ΤΗΝ ΑΝΤΕΚΔΙΚΗΣΙΝ! bbox=[1174, 1784, 1415, 1805]
sales-item: Φοράδες 130 bbox=[1284, 317, 1562, 329]
kosmou-text: Ἡ διευθυντὴς τοῦ ὑποτελουμένου ἐν τῇ ἀγορᾷ Ἀγίας Εἰρήνης. bbox=[772, 264, 1023, 291]
orologia-text: Χρονομετρικά, βραβευθέντα εἰς πᾶσας τὰς παγκοσμίους ἐκθέσεις Εὐρώπης καὶ Ἀμερικῆς διὰ grand prix, καὶ ἄλλων μεγάλων βραβείων. bbox=[772, 998, 1023, 1054]
theatre-odeion: ΩΔΕΙΟΝ. — Σήμερον 6 μ.μ. συναυλία τοῦ μουσικοῦ Καλομοίρη. bbox=[6, 753, 259, 780]
price-value: 0,70 bbox=[1255, 987, 1278, 999]
article-text: Ἡ ἐσοδεία τῆς ἐπιτροπῆς εἶναι σημαντική καὶ ὁ Δῆμος δύναται νὰ ἐκμεταλλευθῇ τὰ σφαγεῖα κατ᾽ ἴδιον λογαριασμόν. Ὁ Δῆμος πρέπει νὰ κρατήσῃ τὴν ἰδιοκτησίαν καὶ τὴν διαχείρισιν τῶν σφαγείων ἀντὶ νὰ παραχωρήσῃ αὐτὰ εἰς ἰδιωτικὴν ἑταιρίαν. bbox=[263, 1549, 514, 1634]
price-value: 0,80 bbox=[1198, 1024, 1220, 1036]
memo-title: ΤΟ ΥΠΟΜΝΗΜΑ bbox=[21, 997, 244, 1027]
apallagi-text: Τοιουτοτρόπως ἡ ἀπόφασις τῆς ἐπὶ ἐξαιρέσει τοῦ εἰσαγγελέως τῆς ἐν Λεβαδείᾳ Πλημμελειοδικείου κατηγορίας τῶν μοιράρχων κ. Θ. Φλώρου. bbox=[517, 1373, 768, 1430]
column-3 bbox=[517, 137, 768, 1617]
orologia-text: Χρονομετρικά, βραβευθέντα εἰς πᾶσας τὰς παγκοσμίους ἐκθέσεις Εὐρώπης καὶ Ἀμερικῆς διὰ grand prix, καὶ ἄλλων μεγάλων βραβείων. bbox=[772, 937, 1023, 994]
article-text: Ἡ ἐσοδεία τῆς ἐπιτροπῆς εἶναι σημαντική καὶ ὁ Δῆμος δύναται νὰ ἐκμεταλλευθῇ τὰ σφαγεῖα κατ᾽ ἴδιον λογαριασμόν. Ὁ Δῆμος πρέπει νὰ κρατήσῃ τὴν ἰδιοκτησίαν καὶ τὴν διαχείρισιν τῶν σφαγείων ἀντὶ νὰ παραχωρήσῃ αὐτὰ εἰς ἰδιωτικὴν ἑταιρίαν. bbox=[517, 362, 768, 446]
